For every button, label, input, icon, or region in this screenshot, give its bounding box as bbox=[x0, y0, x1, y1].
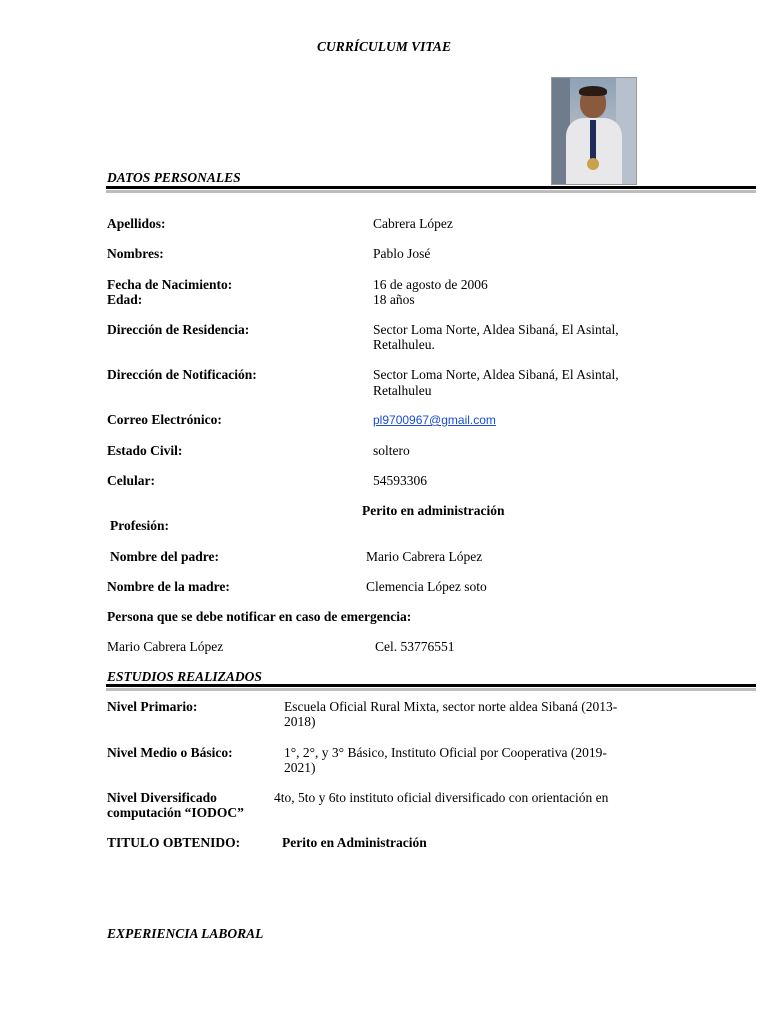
study-label-medio: Nivel Medio o Básico: bbox=[107, 745, 233, 760]
field-label-apellidos: Apellidos: bbox=[107, 216, 166, 231]
field-label-celular: Celular: bbox=[107, 473, 155, 488]
field-value-residencia-line1: Sector Loma Norte, Aldea Sibaná, El Asintal, bbox=[373, 322, 619, 337]
study-value-diversificado: 4to, 5to y 6to instituto oficial diversificado con orientación en bbox=[274, 790, 609, 805]
study-value-primario-line1: Escuela Oficial Rural Mixta, sector norte aldea Sibaná (2013- bbox=[284, 699, 618, 714]
field-value-notificacion-line1: Sector Loma Norte, Aldea Sibaná, El Asintal, bbox=[373, 367, 619, 382]
field-value-apellidos: Cabrera López bbox=[373, 216, 453, 231]
field-value-padre: Mario Cabrera López bbox=[366, 549, 483, 564]
field-label-fecha: Fecha de Nacimiento: bbox=[107, 277, 233, 292]
study-label-diversificado-line1: Nivel Diversificado bbox=[107, 790, 217, 805]
field-label-edad: Edad: bbox=[107, 292, 143, 307]
field-label-residencia: Dirección de Residencia: bbox=[107, 322, 250, 337]
profile-photo bbox=[551, 77, 637, 185]
field-value-profesion: Perito en administración bbox=[362, 503, 505, 518]
section-divider bbox=[106, 684, 756, 691]
emergency-heading: Persona que se debe notificar en caso de emergencia: bbox=[107, 609, 412, 624]
field-value-celular: 54593306 bbox=[373, 473, 427, 488]
field-value-residencia-line2: Retalhuleu. bbox=[373, 337, 435, 352]
section-divider bbox=[106, 186, 756, 193]
field-label-estado: Estado Civil: bbox=[107, 443, 183, 458]
field-value-notificacion-line2: Retalhuleu bbox=[373, 383, 432, 398]
email-link[interactable]: pl9700967@gmail.com bbox=[373, 413, 496, 427]
field-value-estado: soltero bbox=[373, 443, 410, 458]
field-value-nombres: Pablo José bbox=[373, 246, 431, 261]
document-title: CURRÍCULUM VITAE bbox=[317, 39, 451, 54]
study-label-primario: Nivel Primario: bbox=[107, 699, 198, 714]
section-heading-studies: ESTUDIOS REALIZADOS bbox=[107, 669, 262, 684]
field-value-edad: 18 años bbox=[373, 292, 415, 307]
field-value-madre: Clemencia López soto bbox=[366, 579, 487, 594]
study-value-primario-line2: 2018) bbox=[284, 714, 316, 729]
study-value-medio-line1: 1°, 2°, y 3° Básico, Instituto Oficial por Cooperativa (2019- bbox=[284, 745, 607, 760]
field-label-profesion: Profesión: bbox=[110, 518, 169, 533]
emergency-contact-name: Mario Cabrera López bbox=[107, 639, 224, 654]
study-label-diversificado-line2: computación “IODOC” bbox=[107, 805, 244, 820]
field-label-nombres: Nombres: bbox=[107, 246, 164, 261]
emergency-contact-phone: Cel. 53776551 bbox=[375, 639, 455, 654]
study-value-medio-line2: 2021) bbox=[284, 760, 316, 775]
section-heading-personal: DATOS PERSONALES bbox=[107, 170, 241, 185]
study-label-titulo: TITULO OBTENIDO: bbox=[107, 835, 241, 850]
section-heading-experience: EXPERIENCIA LABORAL bbox=[107, 926, 264, 941]
study-value-titulo: Perito en Administración bbox=[282, 835, 427, 850]
field-label-madre: Nombre de la madre: bbox=[107, 579, 230, 594]
field-label-padre: Nombre del padre: bbox=[110, 549, 219, 564]
field-label-correo: Correo Electrónico: bbox=[107, 412, 222, 427]
field-label-notificacion: Dirección de Notificación: bbox=[107, 367, 257, 382]
field-value-fecha: 16 de agosto de 2006 bbox=[373, 277, 488, 292]
